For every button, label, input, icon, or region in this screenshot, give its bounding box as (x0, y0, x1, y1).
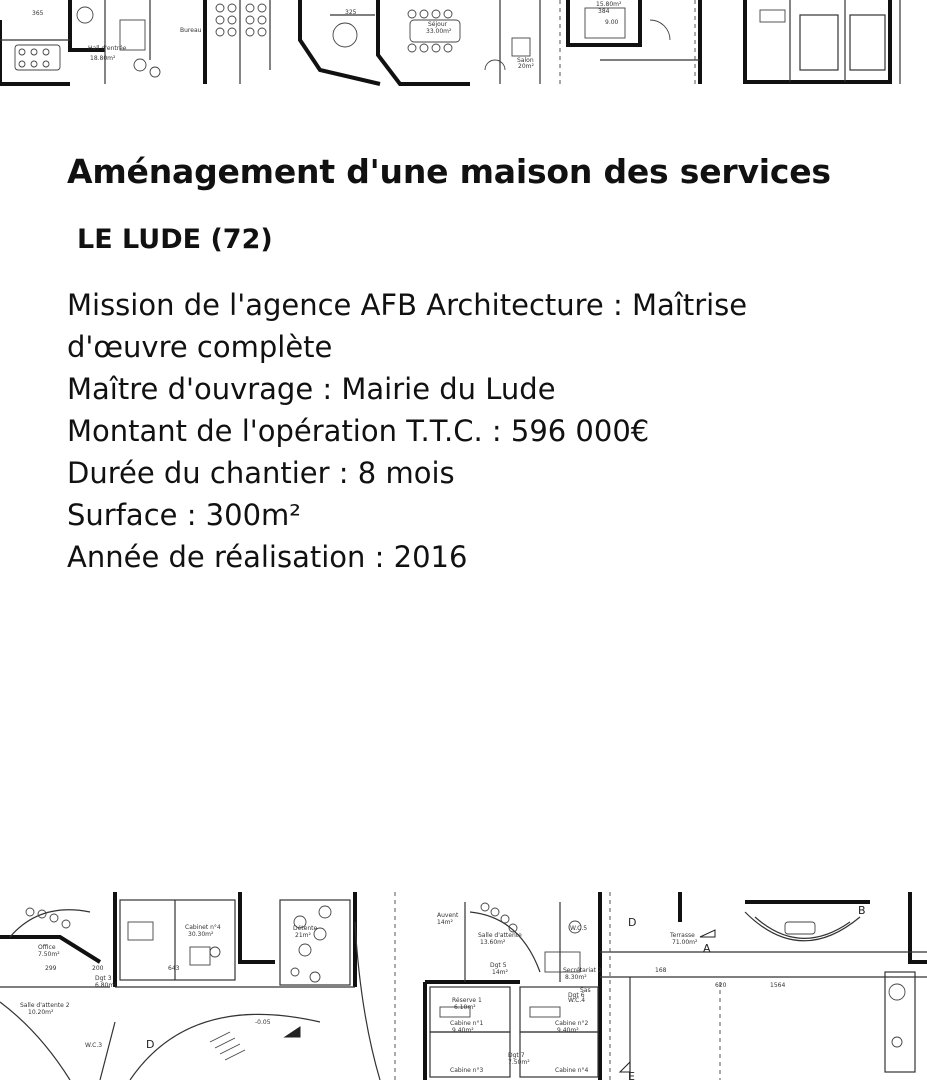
svg-text:7.50m²: 7.50m² (508, 1059, 530, 1066)
svg-text:Terrasse: Terrasse (670, 932, 695, 939)
svg-text:200: 200 (92, 965, 104, 972)
svg-text:Salon: Salon (517, 57, 534, 64)
svg-text:Dgt 5: Dgt 5 (490, 962, 507, 969)
detail-client: Maître d'ouvrage : Mairie du Lude (67, 372, 556, 406)
svg-text:Cabine n°4: Cabine n°4 (555, 1067, 589, 1074)
footer-floor-plan-image (0, 892, 927, 1080)
svg-text:6.80m²: 6.80m² (95, 982, 117, 989)
svg-text:643: 643 (168, 965, 180, 972)
svg-text:Séjour: Séjour (428, 21, 448, 28)
project-details-list (67, 284, 877, 578)
svg-text:W.C.4: W.C.4 (568, 997, 586, 1004)
svg-text:Cabine n°1: Cabine n°1 (450, 1020, 484, 1027)
svg-text:18.80m²: 18.80m² (90, 55, 116, 62)
svg-text:Détente: Détente (293, 925, 318, 932)
svg-text:13.60m²: 13.60m² (480, 939, 506, 946)
svg-text:Dgt 7: Dgt 7 (508, 1052, 525, 1059)
detail-year: Année de réalisation : 2016 (67, 540, 468, 574)
svg-text:Salle d'attente: Salle d'attente (478, 932, 522, 939)
svg-text:21m²: 21m² (295, 932, 311, 939)
svg-text:30.30m²: 30.30m² (188, 931, 214, 938)
svg-text:Réserve 1: Réserve 1 (452, 997, 482, 1004)
svg-text:299: 299 (45, 965, 57, 972)
svg-text:D: D (146, 1038, 155, 1051)
svg-text:W.C.3: W.C.3 (85, 1042, 103, 1049)
detail-surface: Surface : 300m² (67, 498, 301, 532)
detail-cost: Montant de l'opération T.T.C. : 596 000€ (67, 414, 650, 448)
svg-text:620: 620 (715, 982, 727, 989)
project-title: Aménagement d'une maison des services (67, 152, 831, 191)
svg-text:7.50m²: 7.50m² (38, 951, 60, 958)
svg-text:325: 325 (345, 9, 357, 16)
svg-text:384: 384 (598, 8, 610, 15)
svg-text:-0.05: -0.05 (255, 1019, 271, 1026)
svg-text:Cabinet n°4: Cabinet n°4 (185, 924, 221, 931)
svg-text:W.C.5: W.C.5 (570, 925, 588, 932)
svg-text:14m²: 14m² (437, 919, 453, 926)
svg-text:Sas: Sas (580, 987, 591, 994)
svg-text:Dgt 6: Dgt 6 (568, 992, 585, 999)
svg-text:Auvent: Auvent (437, 912, 459, 919)
svg-text:B: B (858, 904, 866, 917)
detail-duration: Durée du chantier : 8 mois (67, 456, 455, 490)
svg-text:33.00m²: 33.00m² (426, 28, 452, 35)
svg-text:A: A (703, 942, 711, 955)
svg-text:Secrétariat 2: Secrétariat 2 (563, 967, 602, 974)
svg-text:D: D (628, 916, 637, 929)
svg-text:71.00m²: 71.00m² (672, 939, 698, 946)
svg-text:9.40m²: 9.40m² (452, 1027, 474, 1034)
svg-text:Salle d'attente 2: Salle d'attente 2 (20, 1002, 70, 1009)
project-description-section (0, 86, 927, 892)
project-location: LE LUDE (72) (77, 224, 273, 255)
svg-text:Cabine n°2: Cabine n°2 (555, 1020, 589, 1027)
svg-text:Office: Office (38, 944, 56, 951)
svg-text:Cabine n°3: Cabine n°3 (450, 1067, 484, 1074)
svg-text:Hall d'entrée: Hall d'entrée (88, 45, 127, 52)
svg-text:10.20m²: 10.20m² (28, 1009, 54, 1016)
svg-text:Bureau: Bureau (180, 27, 202, 34)
svg-text:15.80m²: 15.80m² (596, 1, 622, 8)
svg-text:168: 168 (655, 967, 667, 974)
svg-text:Dgt 3: Dgt 3 (95, 975, 112, 982)
svg-text:9.00: 9.00 (605, 19, 619, 26)
svg-text:365: 365 (32, 10, 44, 17)
svg-text:9.40m²: 9.40m² (557, 1027, 579, 1034)
detail-mission: Mission de l'agence AFB Architecture : Maîtrise d'œuvre complète (67, 288, 748, 364)
svg-text:1564: 1564 (770, 982, 786, 989)
svg-text:8.30m²: 8.30m² (565, 974, 587, 981)
svg-text:6.10m²: 6.10m² (454, 1004, 476, 1011)
svg-text:14m²: 14m² (492, 969, 508, 976)
svg-text:20m²: 20m² (518, 63, 534, 70)
svg-text:E: E (628, 1070, 635, 1080)
header-floor-plan-image (0, 0, 927, 86)
